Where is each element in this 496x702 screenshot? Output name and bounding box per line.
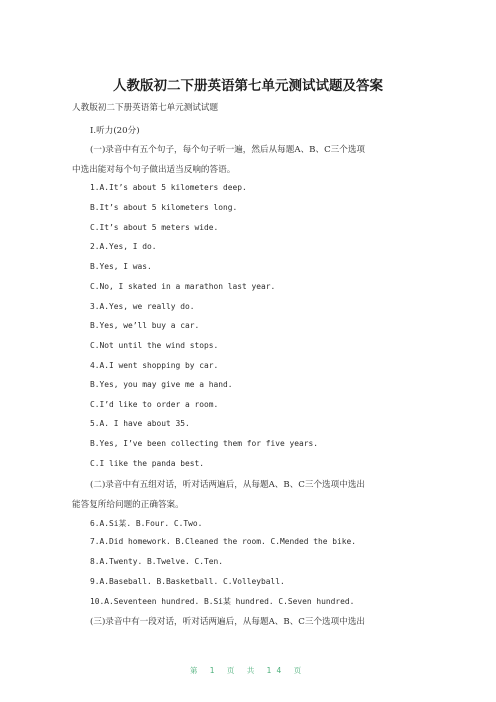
part2-instruction: (二)录音中有五组对话，听对话两遍后，从每题A、B、C三个选项中选出 bbox=[90, 480, 366, 490]
part1-instruction: (一)录音中有五个句子，每个句子听一遍，然后从每题A、B、C三个选项 bbox=[90, 145, 366, 155]
part1-instruction-cont: 中选出能对每个句子做出适当反响的答语。 bbox=[72, 165, 236, 175]
question-1-option-c: C.It’s about 5 meters wide. bbox=[90, 223, 219, 232]
document-subtitle: 人教版初二下册英语第七单元测试试题 bbox=[72, 103, 219, 113]
question-5-option-a: 5.A. I have about 35. bbox=[90, 419, 190, 428]
question-5-option-b: B.Yes, I’ve been collecting them for five years. bbox=[90, 439, 319, 448]
question-7: 7.A.Did homework. B.Cleaned the room. C.Mended the bike. bbox=[90, 537, 357, 546]
part2-instruction-cont: 能答复所给问题的正确答案。 bbox=[72, 500, 184, 510]
question-2-option-b: B.Yes, I was. bbox=[90, 262, 152, 271]
question-4-option-b: B.Yes, you may give me a hand. bbox=[90, 380, 233, 389]
question-3-option-b: B.Yes, we’ll buy a car. bbox=[90, 321, 200, 330]
question-2-option-a: 2.A.Yes, I do. bbox=[90, 242, 157, 251]
section-heading-listening: Ⅰ.听力(20分) bbox=[90, 126, 140, 136]
question-4-option-c: C.I’d like to order a room. bbox=[90, 400, 219, 409]
document-title: 人教版初二下册英语第七单元测试试题及答案 bbox=[113, 78, 383, 94]
page-number-footer: 第 1 页 共 14 页 bbox=[189, 666, 307, 675]
part3-instruction: (三)录音中有一段对话，听对话两遍后，从每题A、B、C三个选项中选出 bbox=[90, 617, 366, 627]
question-1-option-a: 1.A.It’s about 5 kilometers deep. bbox=[90, 183, 247, 192]
question-3-option-c: C.Not until the wind stops. bbox=[90, 341, 219, 350]
question-3-option-a: 3.A.Yes, we really do. bbox=[90, 302, 195, 311]
question-2-option-c: C.No, I skated in a marathon last year. bbox=[90, 282, 276, 291]
question-1-option-b: B.It’s about 5 kilometers long. bbox=[90, 203, 238, 212]
question-10: 10.A.Seventeen hundred. B.Si某 hundred. C.Seven hundred. bbox=[90, 597, 355, 606]
question-4-option-a: 4.A.I went shopping by car. bbox=[90, 361, 219, 370]
question-6: 6.A.Si某. B.Four. C.Two. bbox=[90, 519, 203, 528]
question-9: 9.A.Baseball. B.Basketball. C.Volleyball. bbox=[90, 577, 285, 586]
question-8: 8.A.Twenty. B.Twelve. C.Ten. bbox=[90, 557, 224, 566]
question-5-option-c: C.I like the panda best. bbox=[90, 459, 205, 468]
